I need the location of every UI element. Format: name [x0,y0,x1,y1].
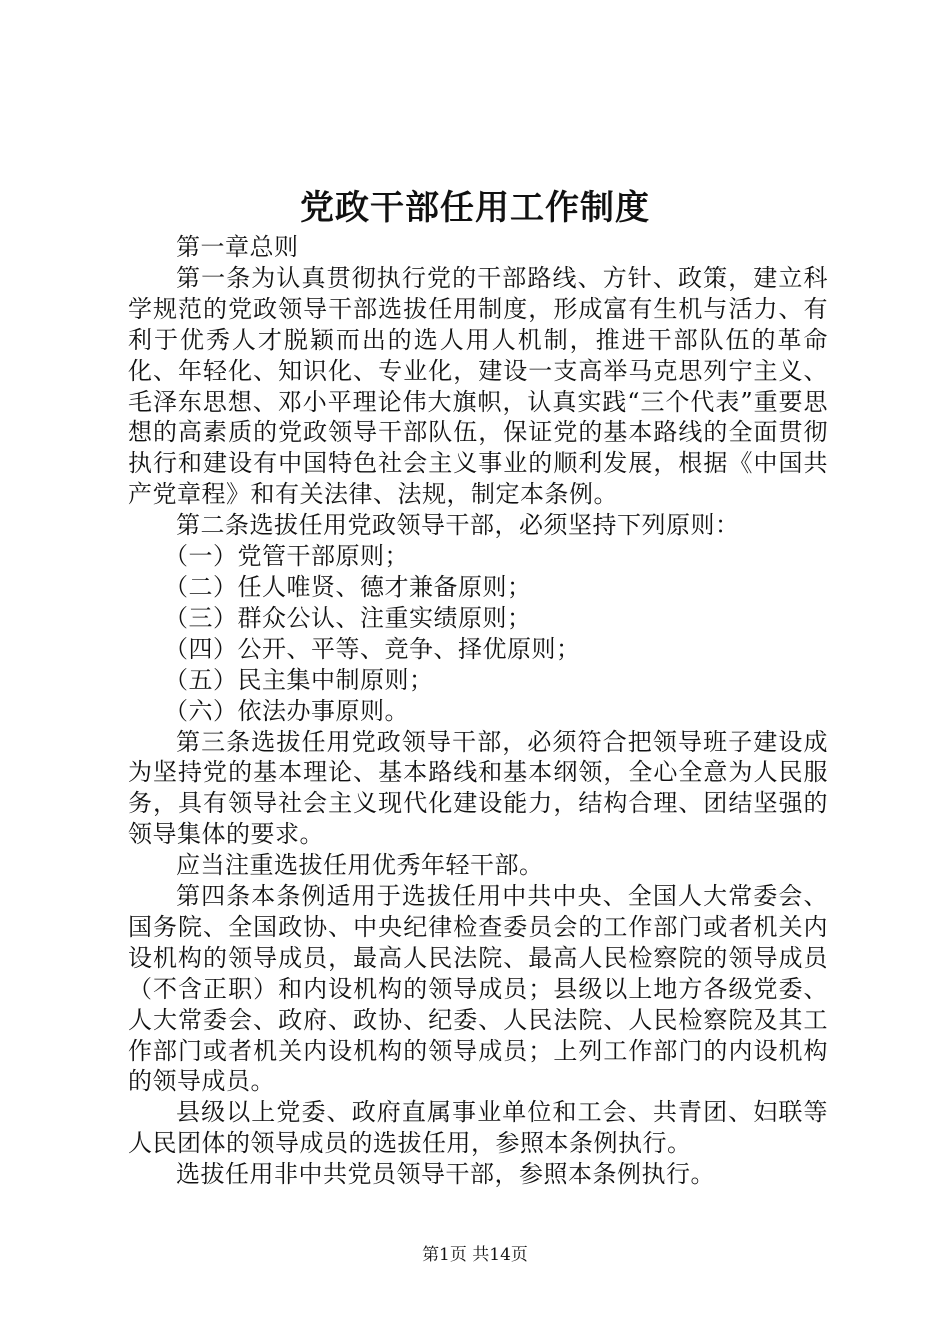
paragraph-article-4: 第四条本条例适用于选拔任用中共中央、全国人大常委会、国务院、全国政协、中央纪律检查委员会的工作部门或者机关内设机构的领导成员，最高人民法院、最高人民检察院的领导成员（不含正职）和内设机构的领导成员；县级以上地方各级党委、人大常委会、政府、政协、纪委、人民法院、人民检察院及其工作部门或者机关内设机构的领导成员；上列工作部门的内设机构的领导成员。 [128,882,828,1096]
document-body [128,232,828,1190]
document-title: 党政干部任用工作制度 [300,188,650,228]
principle-item-4: （四）公开、平等、竞争、择优原则； [164,634,581,663]
principle-item-5: （五）民主集中制原则； [164,665,434,694]
paragraph-article-3: 第三条选拔任用党政领导干部，必须符合把领导班子建设成为坚持党的基本理论、基本路线和基本纲领，全心全意为人民服务，具有领导社会主义现代化建设能力，结构合理、团结坚强的领导集体的要求。 [128,727,828,849]
paragraph-young-cadres: 应当注重选拔任用优秀年轻干部。 [176,851,544,880]
principle-item-3: （三）群众公认、注重实绩原则； [164,603,532,632]
paragraph-institutions: 县级以上党委、政府直属事业单位和工会、共青团、妇联等人民团体的领导成员的选拔任用，参照本条例执行。 [128,1098,828,1158]
paragraph-non-party: 选拔任用非中共党员领导干部，参照本条例执行。 [176,1160,715,1189]
paragraph-chapter-heading: 第一章总则 [176,233,299,261]
page-number-footer: 第1页 共14页 [422,1245,528,1265]
principle-item-1: （一）党管干部原则； [164,542,409,571]
paragraph-article-1: 第一条为认真贯彻执行党的干部路线、方针、政策，建立科学规范的党政领导干部选拔任用制度，形成富有生机与活力、有利于优秀人才脱颖而出的选人用人机制，推进干部队伍的革命化、年轻化、知识化、专业化，建设一支高举马克思列宁主义、毛泽东思想、邓小平理论伟大旗帜，认真实践“三个代表”重要思想的高素质的党政领导干部队伍，保证党的基本路线的全面贯彻执行和建设有中国特色社会主义事业的顺利发展，根据《中国共产党章程》和有关法律、法规，制定本条例。 [128,263,828,509]
paragraph-article-2: 第二条选拔任用党政领导干部，必须坚持下列原则： [176,511,740,540]
principle-item-6: （六）依法办事原则。 [164,696,409,725]
principle-item-2: （二）任人唯贤、德才兼备原则； [164,572,532,601]
